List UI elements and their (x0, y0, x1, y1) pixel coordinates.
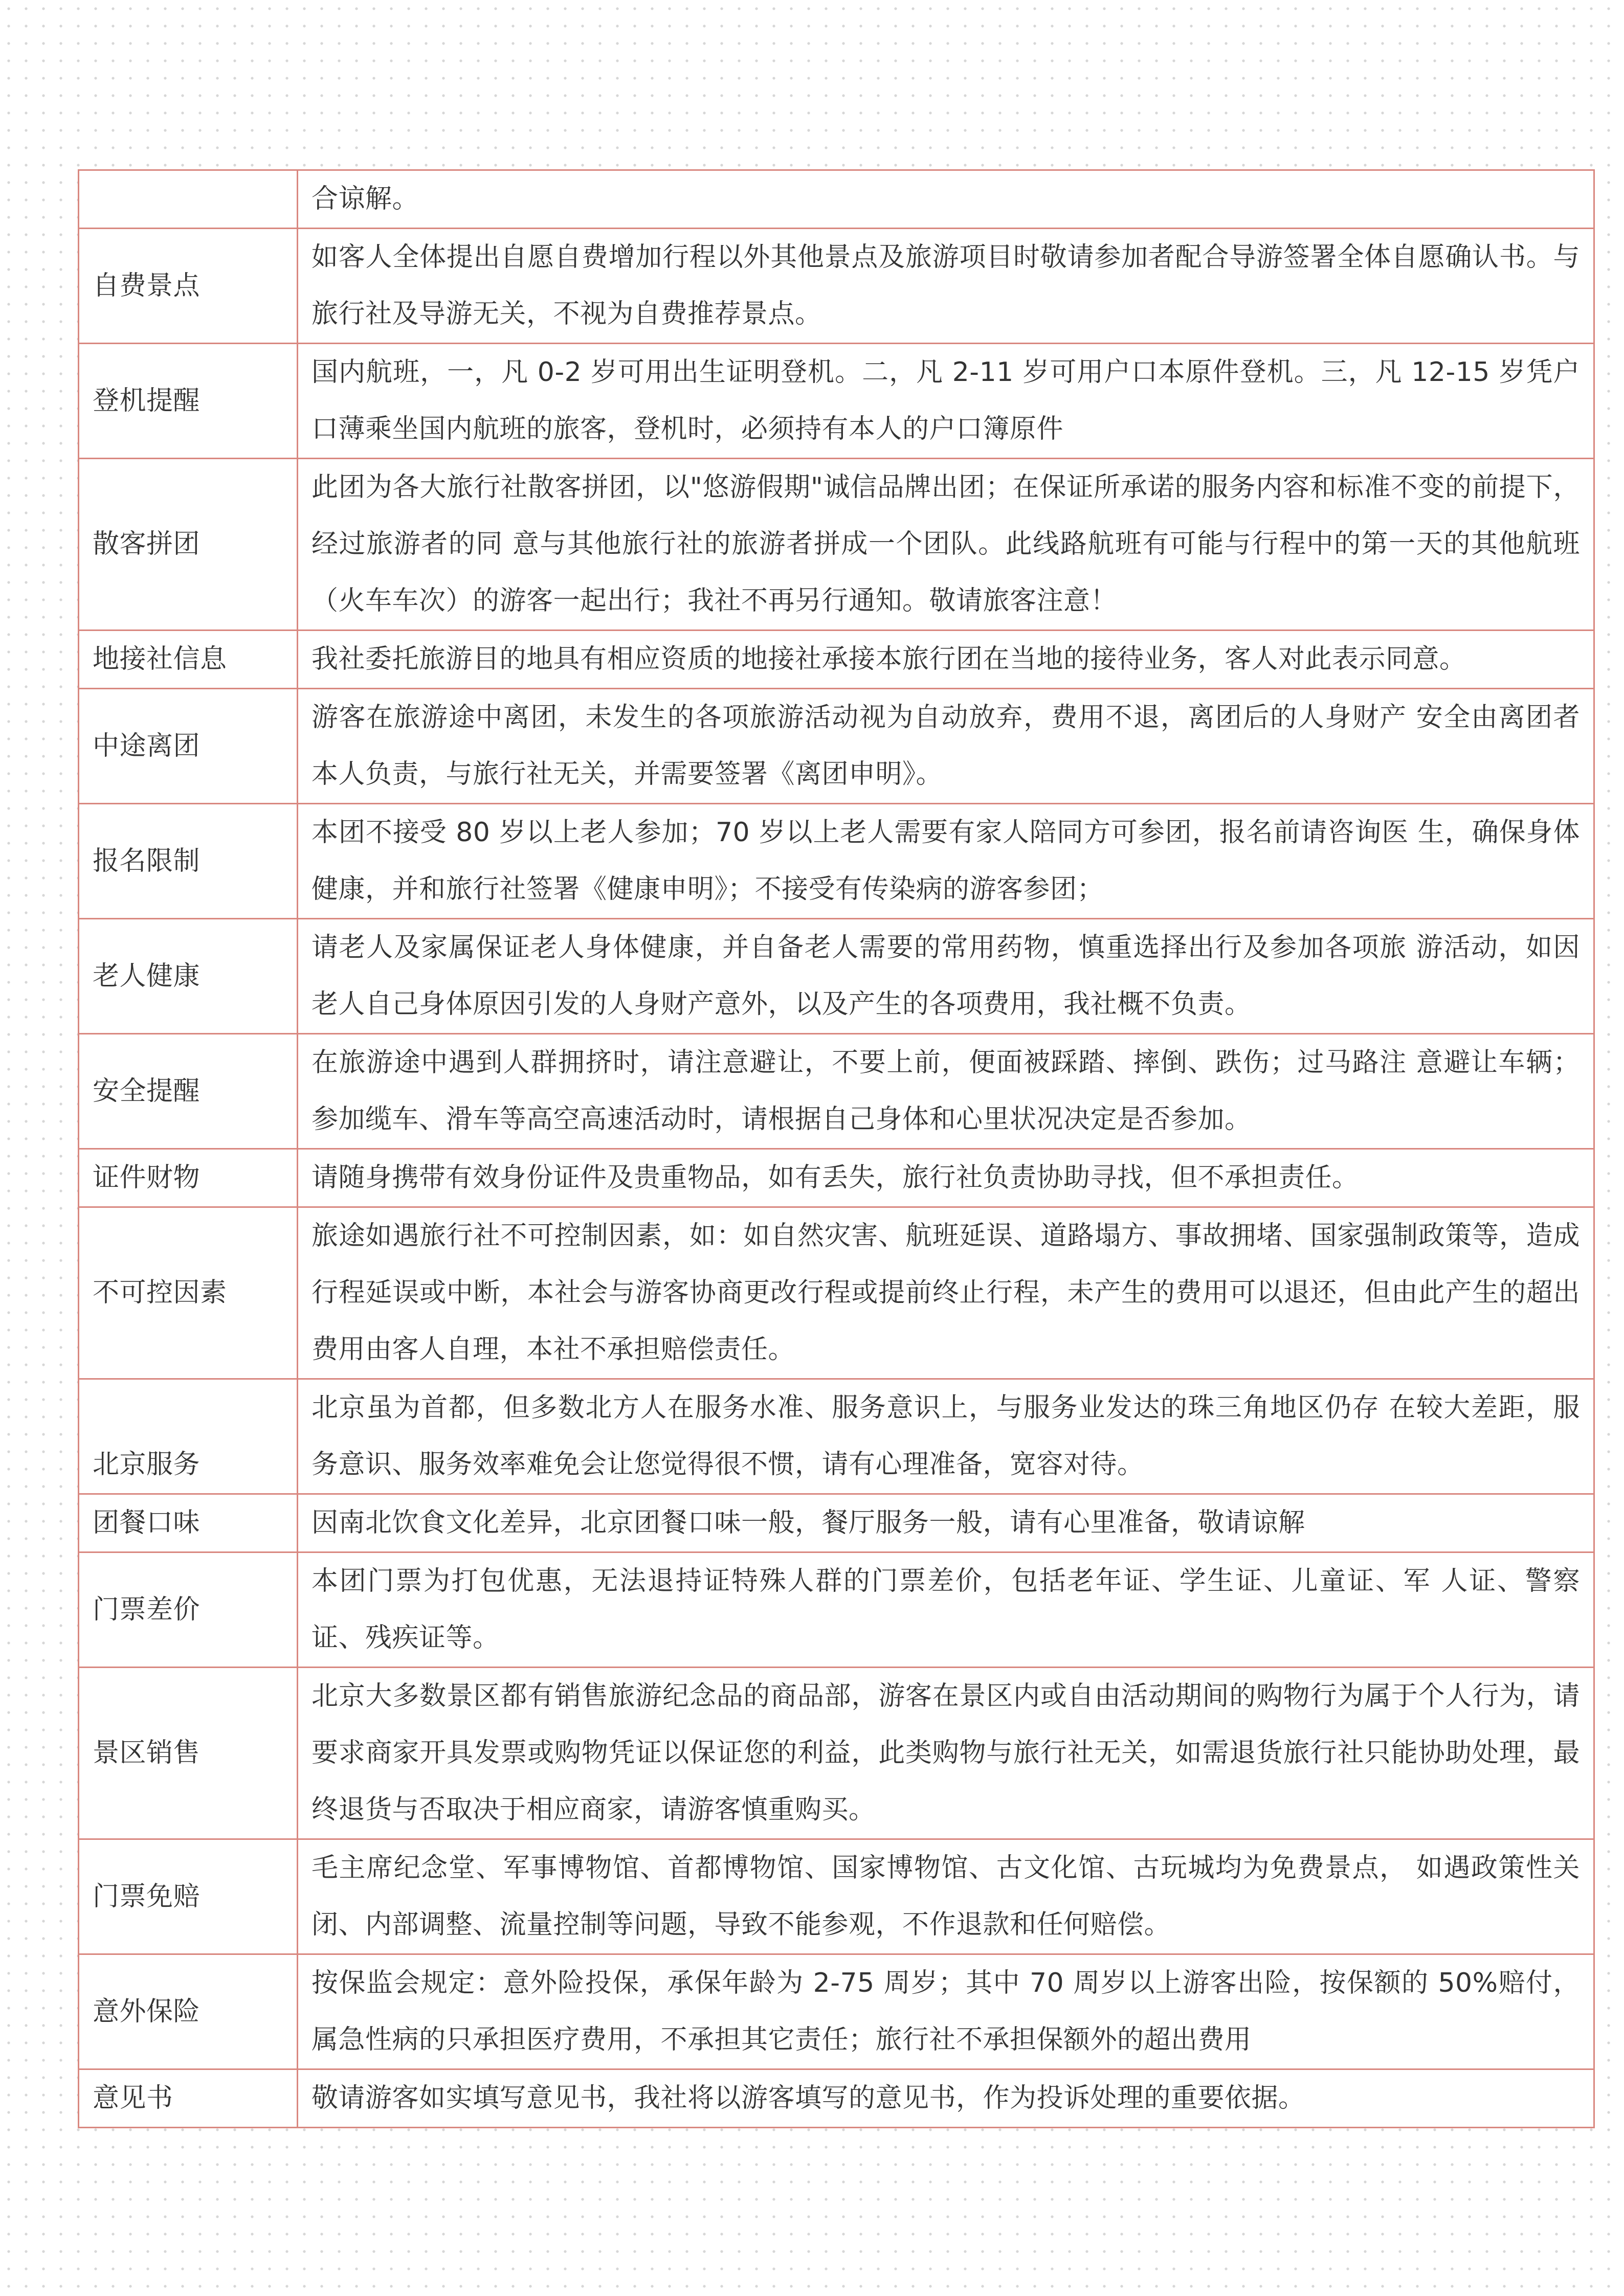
row-content: 北京虽为首都，但多数北方人在服务水准、服务意识上，与服务业发达的珠三角地区仍存 在较大差距，服务意识、服务效率难免会让您觉得很不惯，请有心理准备，宽容对待。 (298, 1379, 1594, 1494)
row-label: 安全提醒 (79, 1034, 298, 1149)
table-row (79, 1034, 1594, 1149)
travel-notice-table (78, 169, 1595, 2128)
row-content: 游客在旅游途中离团，未发生的各项旅游活动视为自动放弃，费用不退，离团后的人身财产 安全由离团者本人负责，与旅行社无关，并需要签署《离团申明》。 (298, 689, 1594, 804)
table-row (79, 1379, 1594, 1494)
row-content: 敬请游客如实填写意见书，我社将以游客填写的意见书，作为投诉处理的重要依据。 (298, 2069, 1594, 2128)
row-content: 因南北饮食文化差异，北京团餐口味一般，餐厅服务一般，请有心里准备，敬请谅解 (298, 1494, 1594, 1552)
table-row (79, 229, 1594, 344)
table-row (79, 170, 1594, 229)
row-content: 本团不接受 80 岁以上老人参加；70 岁以上老人需要有家人陪同方可参团，报名前请咨询医 生，确保身体健康，并和旅行社签署《健康申明》；不接受有传染病的游客参团； (298, 804, 1594, 919)
row-label: 门票免赔 (79, 1839, 298, 1954)
row-label: 意见书 (79, 2069, 298, 2128)
row-label: 不可控因素 (79, 1207, 298, 1379)
table-row (79, 919, 1594, 1034)
row-content: 按保监会规定：意外险投保，承保年龄为 2-75 周岁；其中 70 周岁以上游客出险，按保额的 50%赔付，属急性病的只承担医疗费用，不承担其它责任；旅行社不承担保额外的超出费用 (298, 1954, 1594, 2069)
row-label: 登机提醒 (79, 344, 298, 459)
row-content: 合谅解。 (298, 170, 1594, 229)
table-row (79, 2069, 1594, 2128)
row-label: 老人健康 (79, 919, 298, 1034)
row-content: 北京大多数景区都有销售旅游纪念品的商品部，游客在景区内或自由活动期间的购物行为属于个人行为，请要求商家开具发票或购物凭证以保证您的利益，此类购物与旅行社无关，如需退货旅行社只能协助处理，最终退货与否取决于相应商家，请游客慎重购买。 (298, 1668, 1594, 1839)
row-label: 团餐口味 (79, 1494, 298, 1552)
table-row (79, 1954, 1594, 2069)
table-row (79, 804, 1594, 919)
row-label: 证件财物 (79, 1149, 298, 1207)
row-content: 请老人及家属保证老人身体健康，并自备老人需要的常用药物，慎重选择出行及参加各项旅 游活动，如因老人自己身体原因引发的人身财产意外，以及产生的各项费用，我社概不负责。 (298, 919, 1594, 1034)
table-row (79, 1149, 1594, 1207)
row-label: 散客拼团 (79, 459, 298, 631)
row-content: 我社委托旅游目的地具有相应资质的地接社承接本旅行团在当地的接待业务，客人对此表示同意。 (298, 631, 1594, 689)
row-label: 地接社信息 (79, 631, 298, 689)
row-label: 意外保险 (79, 1954, 298, 2069)
table-row (79, 1552, 1594, 1668)
table-row (79, 1839, 1594, 1954)
row-content: 旅途如遇旅行社不可控制因素，如：如自然灾害、航班延误、道路塌方、事故拥堵、国家强制政策等，造成行程延误或中断，本社会与游客协商更改行程或提前终止行程，未产生的费用可以退还，但由此产生的超出费用由客人自理，本社不承担赔偿责任。 (298, 1207, 1594, 1379)
table-row (79, 1494, 1594, 1552)
row-content: 本团门票为打包优惠，无法退持证特殊人群的门票差价，包括老年证、学生证、儿童证、军 人证、警察证、残疾证等。 (298, 1552, 1594, 1668)
row-content: 国内航班，一，凡 0-2 岁可用出生证明登机。二，凡 2-11 岁可用户口本原件登机。三，凡 12-15 岁凭户口薄乘坐国内航班的旅客，登机时，必须持有本人的户口簿原件 (298, 344, 1594, 459)
row-label: 中途离团 (79, 689, 298, 804)
row-content: 此团为各大旅行社散客拼团，以"悠游假期"诚信品牌出团；在保证所承诺的服务内容和标准不变的前提下，经过旅游者的同 意与其他旅行社的旅游者拼成一个团队。此线路航班有可能与行程中的第一天的其他航班（火车车次）的游客一起出行；我社不再另行通知。敬请旅客注意！ (298, 459, 1594, 631)
row-content: 在旅游途中遇到人群拥挤时，请注意避让，不要上前，便面被踩踏、摔倒、跌伤；过马路注 意避让车辆；参加缆车、滑车等高空高速活动时，请根据自己身体和心里状况决定是否参加。 (298, 1034, 1594, 1149)
table-row (79, 1668, 1594, 1839)
row-content: 如客人全体提出自愿自费增加行程以外其他景点及旅游项目时敬请参加者配合导游签署全体自愿确认书。与旅行社及导游无关，不视为自费推荐景点。 (298, 229, 1594, 344)
row-label: 景区销售 (79, 1668, 298, 1839)
table-row (79, 631, 1594, 689)
table-row (79, 459, 1594, 631)
row-label: 自费景点 (79, 229, 298, 344)
table-row (79, 344, 1594, 459)
row-content: 毛主席纪念堂、军事博物馆、首都博物馆、国家博物馆、古文化馆、古玩城均为免费景点， 如遇政策性关闭、内部调整、流量控制等问题，导致不能参观，不作退款和任何赔偿。 (298, 1839, 1594, 1954)
table-row (79, 689, 1594, 804)
row-label: 门票差价 (79, 1552, 298, 1668)
row-content: 请随身携带有效身份证件及贵重物品，如有丢失，旅行社负责协助寻找，但不承担责任。 (298, 1149, 1594, 1207)
row-label (79, 170, 298, 229)
row-label: 北京服务 (79, 1379, 298, 1494)
table-row (79, 1207, 1594, 1379)
row-label: 报名限制 (79, 804, 298, 919)
